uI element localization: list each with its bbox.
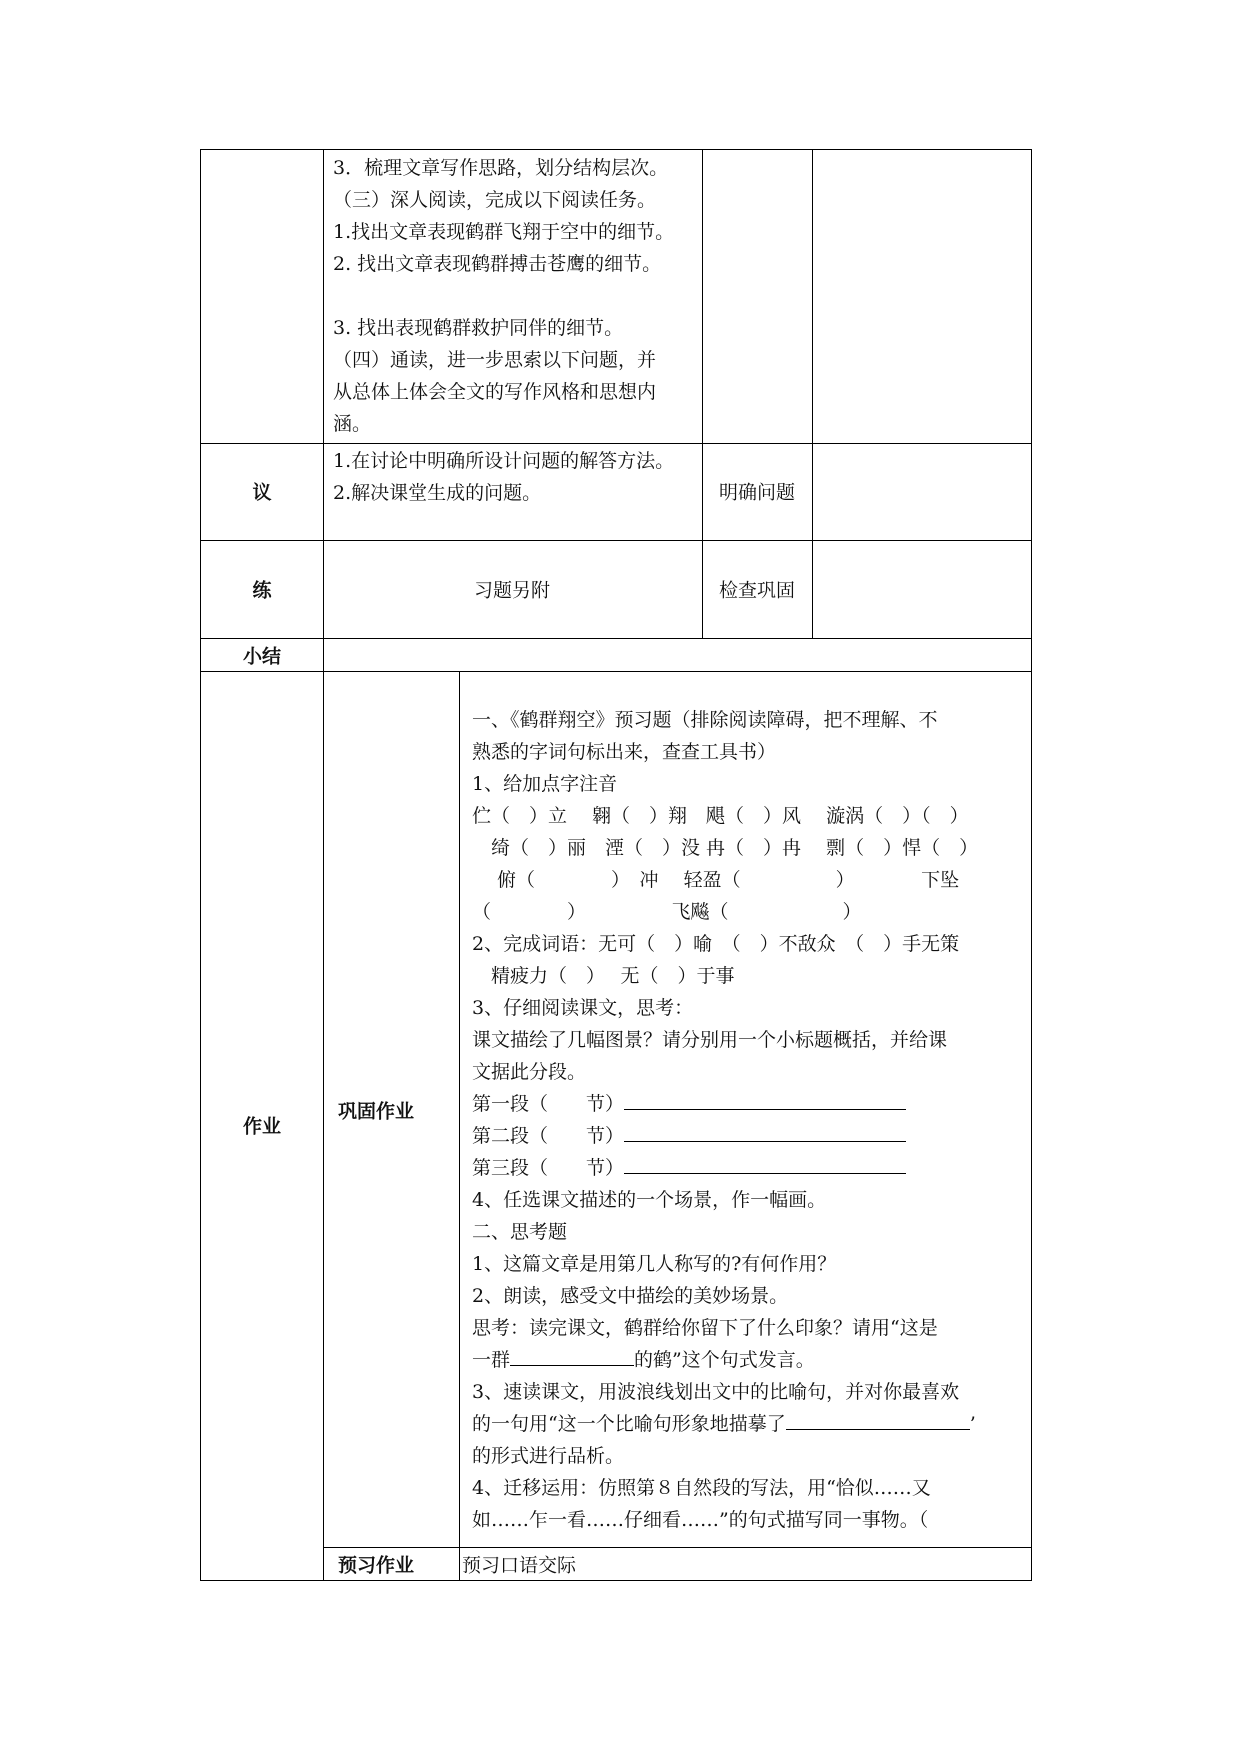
- row-divider-3: [200, 638, 1032, 639]
- answer-blank[interactable]: [624, 1123, 906, 1142]
- table-border-top: [200, 149, 1032, 150]
- homework-line-with-blank: [472, 1408, 1027, 1440]
- homework-line: 如……乍一看……仔细看……”的句式描写同一事物。（: [472, 1509, 929, 1531]
- homework-line: 一、《鹤群翔空》预习题（排除阅读障碍，把不理解、不: [472, 709, 938, 731]
- row-divider-2: [200, 540, 1032, 541]
- reading-task-line: 从总体上体会全文的写作风格和思想内: [333, 381, 657, 403]
- row-label-zuoye: 作业: [242, 1115, 282, 1138]
- prompt-prefix: 的一句用“这一个比喻句形象地描摹了: [472, 1413, 786, 1435]
- prompt-suffix: 的鹤”这个句式发言。: [634, 1349, 815, 1371]
- reading-task-line: （四）通读，进一步思索以下问题，并: [333, 349, 657, 371]
- prompt-prefix: 一群: [472, 1349, 511, 1371]
- yi-line: 2.解决课堂生成的问题。: [333, 482, 542, 504]
- homework-line: 2、朗读，感受文中描绘的美妙场景。: [472, 1285, 789, 1307]
- yi-purpose: 明确问题: [718, 481, 796, 504]
- homework-line: 文据此分段。: [472, 1061, 587, 1083]
- homework-line: 1、给加点字注音: [472, 773, 618, 795]
- segment-label: 第三段（ 节）: [472, 1157, 625, 1179]
- homework-line: 伫（ ）立 翱（ ）翔 飓（ ）风 漩涡（ ）（ ）: [472, 805, 969, 827]
- reading-task-line: [333, 280, 701, 312]
- table-border-left: [200, 149, 201, 1581]
- homework-line: 4、任选课文描述的一个场景，作一幅画。: [472, 1189, 827, 1211]
- row-label-xiaojie: 小结: [242, 645, 282, 668]
- col-divider-3: [812, 149, 813, 639]
- homework-line: 3、速读课文，用波浪线划出文中的比喻句，并对你最喜欢: [472, 1381, 960, 1403]
- answer-blank[interactable]: [624, 1091, 906, 1110]
- segment-line: [472, 1152, 1027, 1184]
- answer-blank[interactable]: [624, 1155, 906, 1174]
- reading-task-line: 3. 找出表现鹤群救护同伴的细节。: [333, 317, 624, 339]
- prompt-suffix: ’: [969, 1413, 976, 1435]
- consolidation-homework-content: [472, 704, 1027, 1536]
- col-divider-1: [323, 149, 324, 1581]
- col-divider-2: [702, 149, 703, 639]
- homework-line: 思考：读完课文，鹤群给你留下了什么印象？请用“这是: [472, 1317, 938, 1339]
- answer-blank[interactable]: [510, 1347, 634, 1366]
- row-divider-5: [323, 1547, 1032, 1548]
- homework-line: （ ） 飞飚（ ）: [472, 901, 862, 923]
- segment-label: 第一段（ 节）: [472, 1093, 625, 1115]
- table-border-bottom: [200, 1580, 1032, 1581]
- answer-blank[interactable]: [786, 1411, 970, 1430]
- row-label-lian: 练: [252, 579, 272, 602]
- reading-task-line: 2. 找出文章表现鹤群搏击苍鹰的细节。: [333, 253, 662, 275]
- reading-task-line: 1.找出文章表现鹤群飞翔于空中的细节。: [333, 221, 675, 243]
- homework-line: 二、思考题: [472, 1221, 568, 1243]
- consolidation-homework-label: 巩固作业: [337, 1100, 415, 1123]
- table-border-right: [1031, 149, 1032, 1581]
- segment-line: [472, 1088, 1027, 1120]
- reading-tasks-cell: [333, 152, 701, 440]
- homework-line: 的形式进行品析。: [472, 1445, 625, 1467]
- yi-content-cell: [333, 445, 701, 509]
- segment-label: 第二段（ 节）: [472, 1125, 625, 1147]
- lian-purpose: 检查巩固: [718, 579, 796, 602]
- homework-line: 课文描绘了几幅图景？请分别用一个小标题概括，并给课: [472, 1029, 948, 1051]
- homework-line: 熟悉的字词句标出来，查查工具书）: [472, 741, 777, 763]
- row-divider-1: [200, 443, 1032, 444]
- segment-line: [472, 1120, 1027, 1152]
- preview-homework-label: 预习作业: [337, 1554, 415, 1577]
- row-divider-4: [200, 671, 1032, 672]
- reading-task-line: 涵。: [333, 413, 372, 435]
- reading-task-line: （三）深人阅读，完成以下阅读任务。: [333, 189, 657, 211]
- row-label-yi: 议: [252, 481, 272, 504]
- preview-homework-content: 预习口语交际: [461, 1554, 577, 1577]
- homework-line: 俯（ ） 冲 轻盈（ ） 下坠: [472, 869, 960, 891]
- lian-content: 习题另附: [473, 579, 551, 602]
- homework-line-with-blank: [472, 1344, 1027, 1376]
- homework-line: 绮（ ）丽 湮（ ）没 冉（ ）冉 剽（ ）悍（ ）: [472, 837, 979, 859]
- reading-task-line: 3．梳理文章写作思路，划分结构层次。: [333, 157, 669, 179]
- homework-line: 4、迁移运用：仿照第８自然段的写法，用“恰似……又: [472, 1477, 931, 1499]
- homework-line: 1、这篇文章是用第几人称写的?有何作用？: [472, 1253, 837, 1275]
- col-divider-sub: [459, 671, 460, 1581]
- homework-line: 2、完成词语：无可（ ）喻 （ ）不敌众 （ ）手无策: [472, 933, 960, 955]
- yi-line: 1.在讨论中明确所设计问题的解答方法。: [333, 450, 675, 472]
- homework-line: 3、仔细阅读课文，思考：: [472, 997, 694, 1019]
- homework-line: 精疲力（ ） 无（ ）于事: [472, 965, 735, 987]
